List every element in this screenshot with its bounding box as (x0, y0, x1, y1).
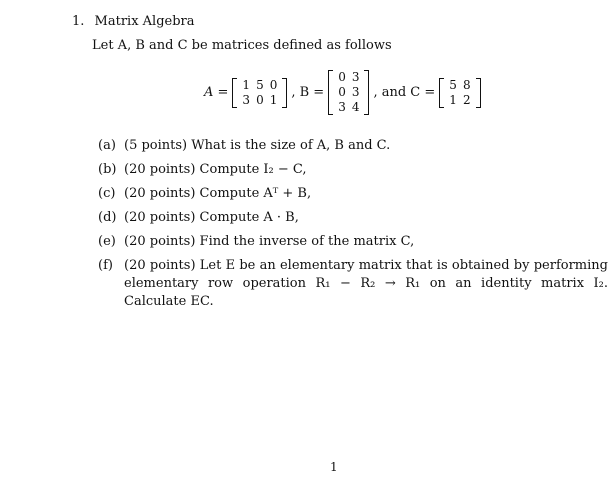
matrix-cell: 0 (338, 85, 346, 99)
section-heading (72, 14, 195, 30)
matrix-row (446, 93, 473, 108)
question-item (98, 137, 608, 155)
intro-text: Let A, B and C be matrices defined as follows (92, 38, 392, 53)
matrix-cell: 1 (449, 92, 457, 107)
matrix-a-table (239, 78, 280, 108)
question-item (98, 257, 608, 311)
section-title: Matrix Algebra (94, 14, 195, 29)
item-points: (20 points) (124, 234, 196, 249)
item-label: (c) (98, 186, 116, 201)
matrix-row (335, 100, 362, 115)
matrix-b-table (335, 70, 362, 115)
matrix-definitions: A = 1 5 0 3 0 1 , B = 0 3 0 3 3 4 , and C = 5 8 1 2 (200, 70, 481, 115)
page-number: 1 (330, 460, 338, 474)
matrix-cell: 4 (351, 100, 360, 114)
item-text: What is the size of A, B and C. (191, 138, 391, 153)
matrix-cell: 5 (449, 77, 457, 92)
question-item (98, 209, 608, 227)
item-text: Let E be an elementary matrix that is obtained by performing elementary row operation R₁ − R₂ → R₁ on an identity matrix I₂. Calculate EC. (124, 258, 608, 309)
item-label: (e) (98, 234, 116, 249)
separator-c: , and C = (373, 85, 436, 100)
item-text: Find the inverse of the matrix C, (199, 234, 415, 249)
matrix-c (439, 78, 480, 108)
matrix-cell: 0 (269, 77, 278, 92)
matrix-c-table (446, 78, 473, 108)
question-item (98, 233, 608, 251)
matrix-a (232, 78, 287, 108)
item-label: (f) (98, 258, 113, 273)
item-points: (20 points) (124, 258, 196, 273)
item-text: Compute I₂ − C, (199, 162, 307, 177)
matrix-cell: 3 (242, 92, 251, 107)
item-label: (b) (98, 162, 117, 177)
matrix-row (239, 78, 280, 93)
matrix-a-name: A (204, 85, 214, 100)
matrix-cell: 0 (338, 70, 346, 84)
matrix-cell: 3 (351, 85, 360, 99)
left-bracket (439, 78, 444, 108)
item-text: Compute Aᵀ + B, (199, 186, 312, 201)
item-label: (a) (98, 138, 116, 153)
right-bracket (476, 78, 481, 108)
matrix-row (239, 93, 280, 108)
item-points: (20 points) (124, 162, 196, 177)
right-bracket (364, 70, 369, 115)
matrix-cell: 3 (338, 100, 346, 114)
item-points: (20 points) (124, 186, 196, 201)
matrix-row (335, 85, 362, 100)
matrix-row (446, 78, 473, 93)
question-list (98, 137, 608, 317)
right-bracket (282, 78, 287, 108)
matrix-cell: 5 (256, 77, 264, 92)
matrix-row (335, 70, 362, 85)
matrix-cell: 1 (269, 92, 278, 107)
left-bracket (328, 70, 333, 115)
item-points: (5 points) (124, 138, 188, 153)
separator-b: , B = (291, 85, 325, 100)
matrix-cell: 0 (256, 92, 264, 107)
question-item (98, 185, 608, 203)
section-number: 1. (72, 14, 85, 29)
item-label: (d) (98, 210, 117, 225)
question-item (98, 161, 608, 179)
matrix-b (328, 70, 369, 115)
matrix-cell: 1 (242, 77, 251, 92)
item-points: (20 points) (124, 210, 196, 225)
matrix-cell: 3 (351, 70, 360, 84)
matrix-cell: 2 (462, 92, 471, 107)
matrix-cell: 8 (462, 77, 471, 92)
left-bracket (232, 78, 237, 108)
item-text: Compute A · B, (199, 210, 299, 225)
